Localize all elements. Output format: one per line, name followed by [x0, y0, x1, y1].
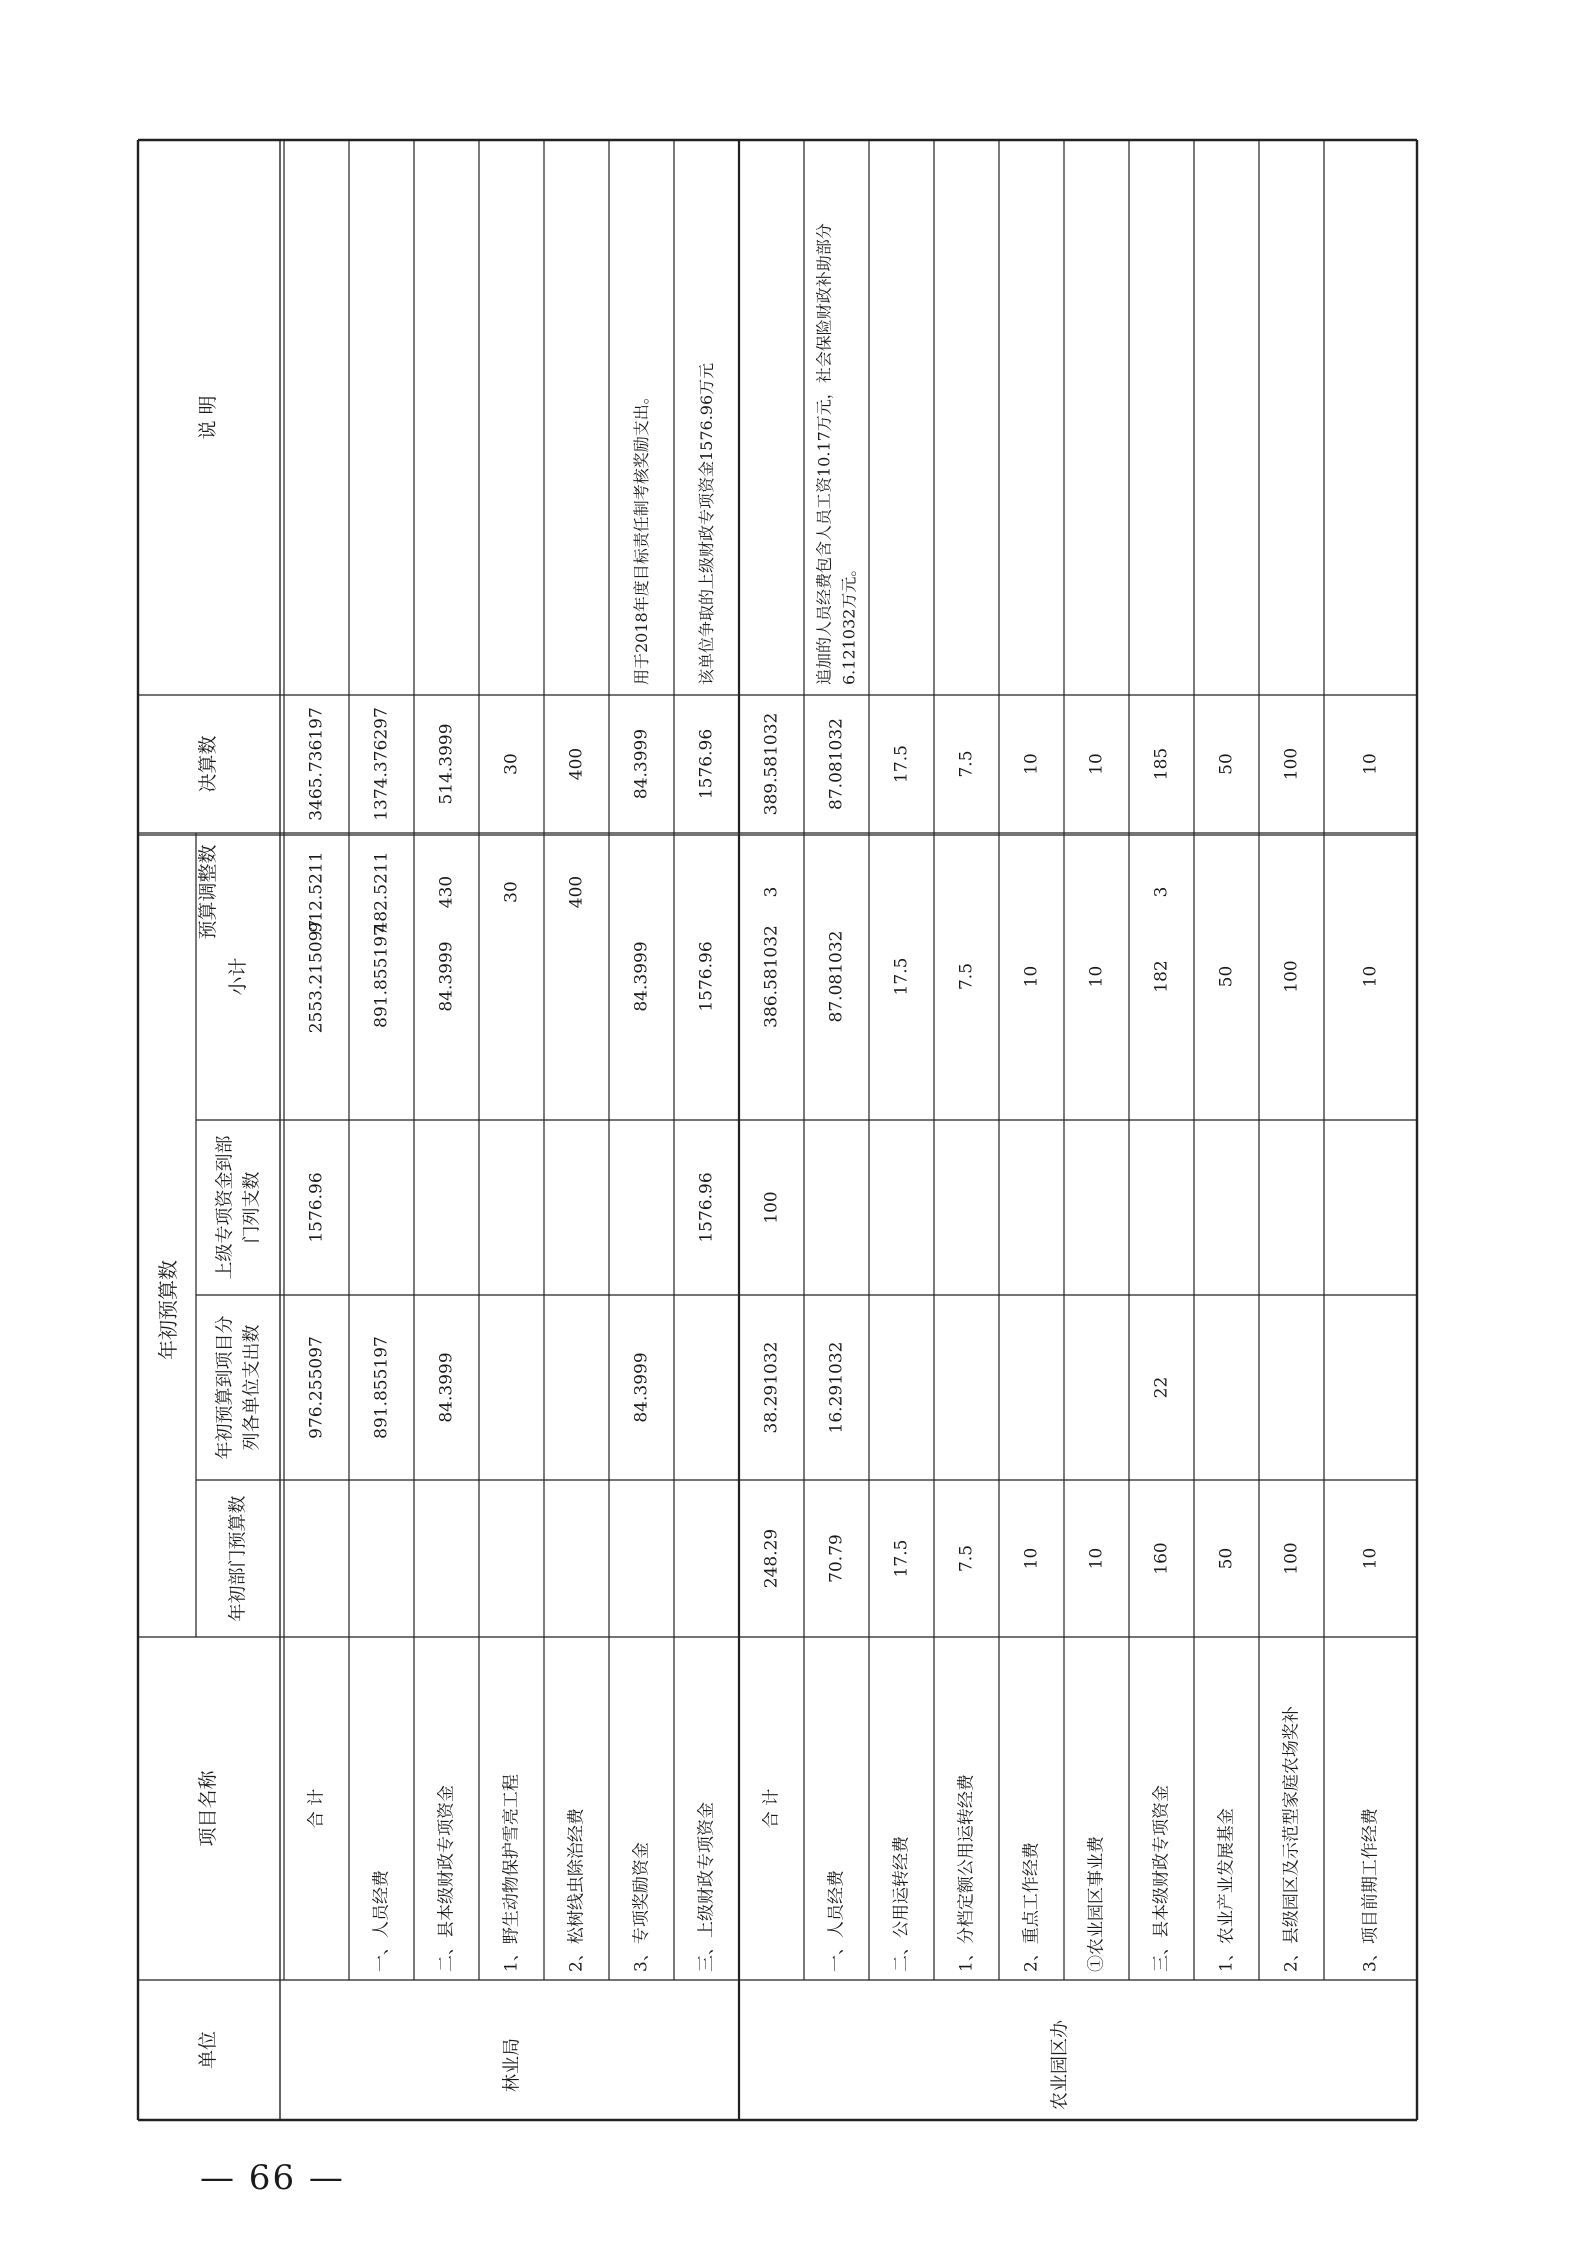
subtotal-value: 17.5 — [891, 957, 912, 996]
adjust-value: 3 — [1151, 886, 1172, 898]
subtotal-value: 10 — [1360, 965, 1381, 988]
project-name: 2、县级园区及示范型家庭农场奖补 — [1281, 1706, 1302, 1972]
subtotal-value: 182 — [1151, 960, 1172, 993]
header-upper-line2: 门列支数 — [241, 1171, 263, 1244]
final-value: 3465.736197 — [306, 707, 327, 821]
dept-budget-value: 248.29 — [761, 1528, 782, 1589]
note-text: 追加的人员经费包含人员工资10.17万元，社会保险财政补助部分 — [814, 223, 834, 685]
final-value: 1374.376297 — [371, 707, 392, 821]
header-dept-budget: 年初部门预算数 — [227, 1495, 249, 1622]
header-subtotal: 小计 — [227, 957, 249, 996]
project-name: 三、县本级财政专项资金 — [1151, 1785, 1172, 1972]
subtotal-value: 84.3999 — [436, 941, 457, 1012]
final-value: 17.5 — [891, 745, 912, 783]
allocated-value: 38.291032 — [761, 1341, 782, 1434]
subtotal-value: 10 — [1086, 965, 1107, 988]
subtotal-value: 100 — [1281, 960, 1302, 993]
final-value: 1576.96 — [696, 728, 717, 800]
dept-budget-value: 7.5 — [956, 1544, 977, 1573]
adjust-value: 400 — [566, 875, 587, 909]
subtotal-value: 87.081032 — [826, 930, 847, 1023]
project-name: 3、专项奖励资金 — [631, 1842, 652, 1972]
upper-special-value: 100 — [761, 1191, 782, 1224]
note-text: 6.121032万元。 — [839, 560, 859, 685]
allocated-value: 976.255097 — [306, 1336, 327, 1439]
allocated-value: 22 — [1151, 1376, 1172, 1399]
header-final: 决算数 — [197, 735, 219, 793]
upper-special-value: 1576.96 — [696, 1172, 717, 1243]
subtotal-value: 84.3999 — [631, 941, 652, 1012]
final-value: 100 — [1281, 747, 1302, 781]
header-adjust: 预算调整数 — [197, 844, 219, 940]
dept-budget-value: 10 — [1360, 1547, 1381, 1570]
dept-budget-value: 50 — [1216, 1547, 1237, 1570]
final-value: 10 — [1086, 753, 1107, 775]
dept-budget-value: 100 — [1281, 1542, 1302, 1575]
subtotal-value: 7.5 — [956, 962, 977, 991]
unit-name: 林业局 — [501, 2038, 523, 2092]
project-name: 1、分档定额公用运转经费 — [956, 1774, 977, 1972]
final-value: 30 — [501, 753, 522, 775]
final-value: 185 — [1151, 747, 1172, 781]
header-note: 说 明 — [197, 395, 219, 440]
final-value: 50 — [1216, 753, 1237, 775]
note-text: 该单位争取的上级财政专项资金1576.96万元 — [697, 362, 716, 685]
project-name: 3、项目前期工作经费 — [1360, 1808, 1381, 1972]
subtotal-value: 386.581032 — [761, 925, 782, 1028]
project-name: 1、野生动物保护雪亮工程 — [501, 1774, 522, 1972]
project-name: 2、松树线虫除治经费 — [566, 1808, 587, 1972]
final-value: 87.081032 — [826, 718, 847, 810]
project-name: 三、上级财政专项资金 — [696, 1802, 717, 1972]
allocated-value: 16.291032 — [826, 1341, 847, 1434]
header-alloc-line2: 列各单位支出数 — [241, 1324, 263, 1451]
page-number: — 66 — — [200, 2158, 345, 2198]
project-name: 合 计 — [761, 1788, 782, 1829]
subtotal-value: 50 — [1216, 965, 1237, 988]
adjust-value: 482.5211 — [371, 851, 392, 933]
dept-budget-value: 17.5 — [891, 1539, 912, 1578]
project-name: ①农业园区事业费 — [1086, 1836, 1107, 1972]
header-annual-budget: 年初预算数 — [156, 1260, 180, 1360]
header-project: 项目名称 — [197, 1770, 219, 1847]
subtotal-value: 1576.96 — [696, 941, 717, 1012]
allocated-value: 84.3999 — [436, 1352, 457, 1423]
note-text: 用于2018年度目标责任制考核奖励支出。 — [632, 388, 651, 685]
final-value: 84.3999 — [631, 728, 652, 800]
final-value: 514.3999 — [436, 723, 457, 805]
final-value: 400 — [566, 747, 587, 781]
header-alloc-line1: 年初预算到项目分 — [214, 1315, 236, 1460]
final-value: 389.581032 — [761, 712, 782, 816]
project-name: 二、县本级财政专项资金 — [436, 1785, 457, 1972]
project-name: 1、农业产业发展基金 — [1216, 1808, 1237, 1972]
project-name: 2、重点工作经费 — [1021, 1842, 1042, 1972]
subtotal-value: 2553.215097 — [306, 919, 327, 1034]
header-unit: 单位 — [197, 2030, 219, 2070]
header-upper-line1: 上级专项资金到部 — [214, 1135, 236, 1280]
adjust-value: 430 — [436, 875, 457, 909]
project-name: 二、公用运转经费 — [891, 1836, 912, 1972]
final-value: 10 — [1360, 753, 1381, 775]
subtotal-value: 10 — [1021, 965, 1042, 988]
final-value: 10 — [1021, 753, 1042, 775]
adjust-value: 912.5211 — [306, 851, 327, 933]
subtotal-value: 891.855197 — [371, 925, 392, 1028]
allocated-value: 84.3999 — [631, 1352, 652, 1423]
project-name: 合 计 — [306, 1788, 327, 1829]
project-name: 一、人员经费 — [826, 1870, 847, 1972]
project-name: 一、人员经费 — [371, 1870, 392, 1972]
dept-budget-value: 70.79 — [826, 1534, 847, 1583]
unit-name: 农业园区办 — [1049, 2020, 1071, 2110]
dept-budget-value: 10 — [1086, 1547, 1107, 1570]
adjust-value: 30 — [501, 881, 522, 903]
upper-special-value: 1576.96 — [306, 1172, 327, 1243]
adjust-value: 3 — [761, 886, 782, 898]
dept-budget-value: 160 — [1151, 1542, 1172, 1575]
final-value: 7.5 — [956, 750, 977, 778]
dept-budget-value: 10 — [1021, 1547, 1042, 1570]
allocated-value: 891.855197 — [371, 1336, 392, 1439]
